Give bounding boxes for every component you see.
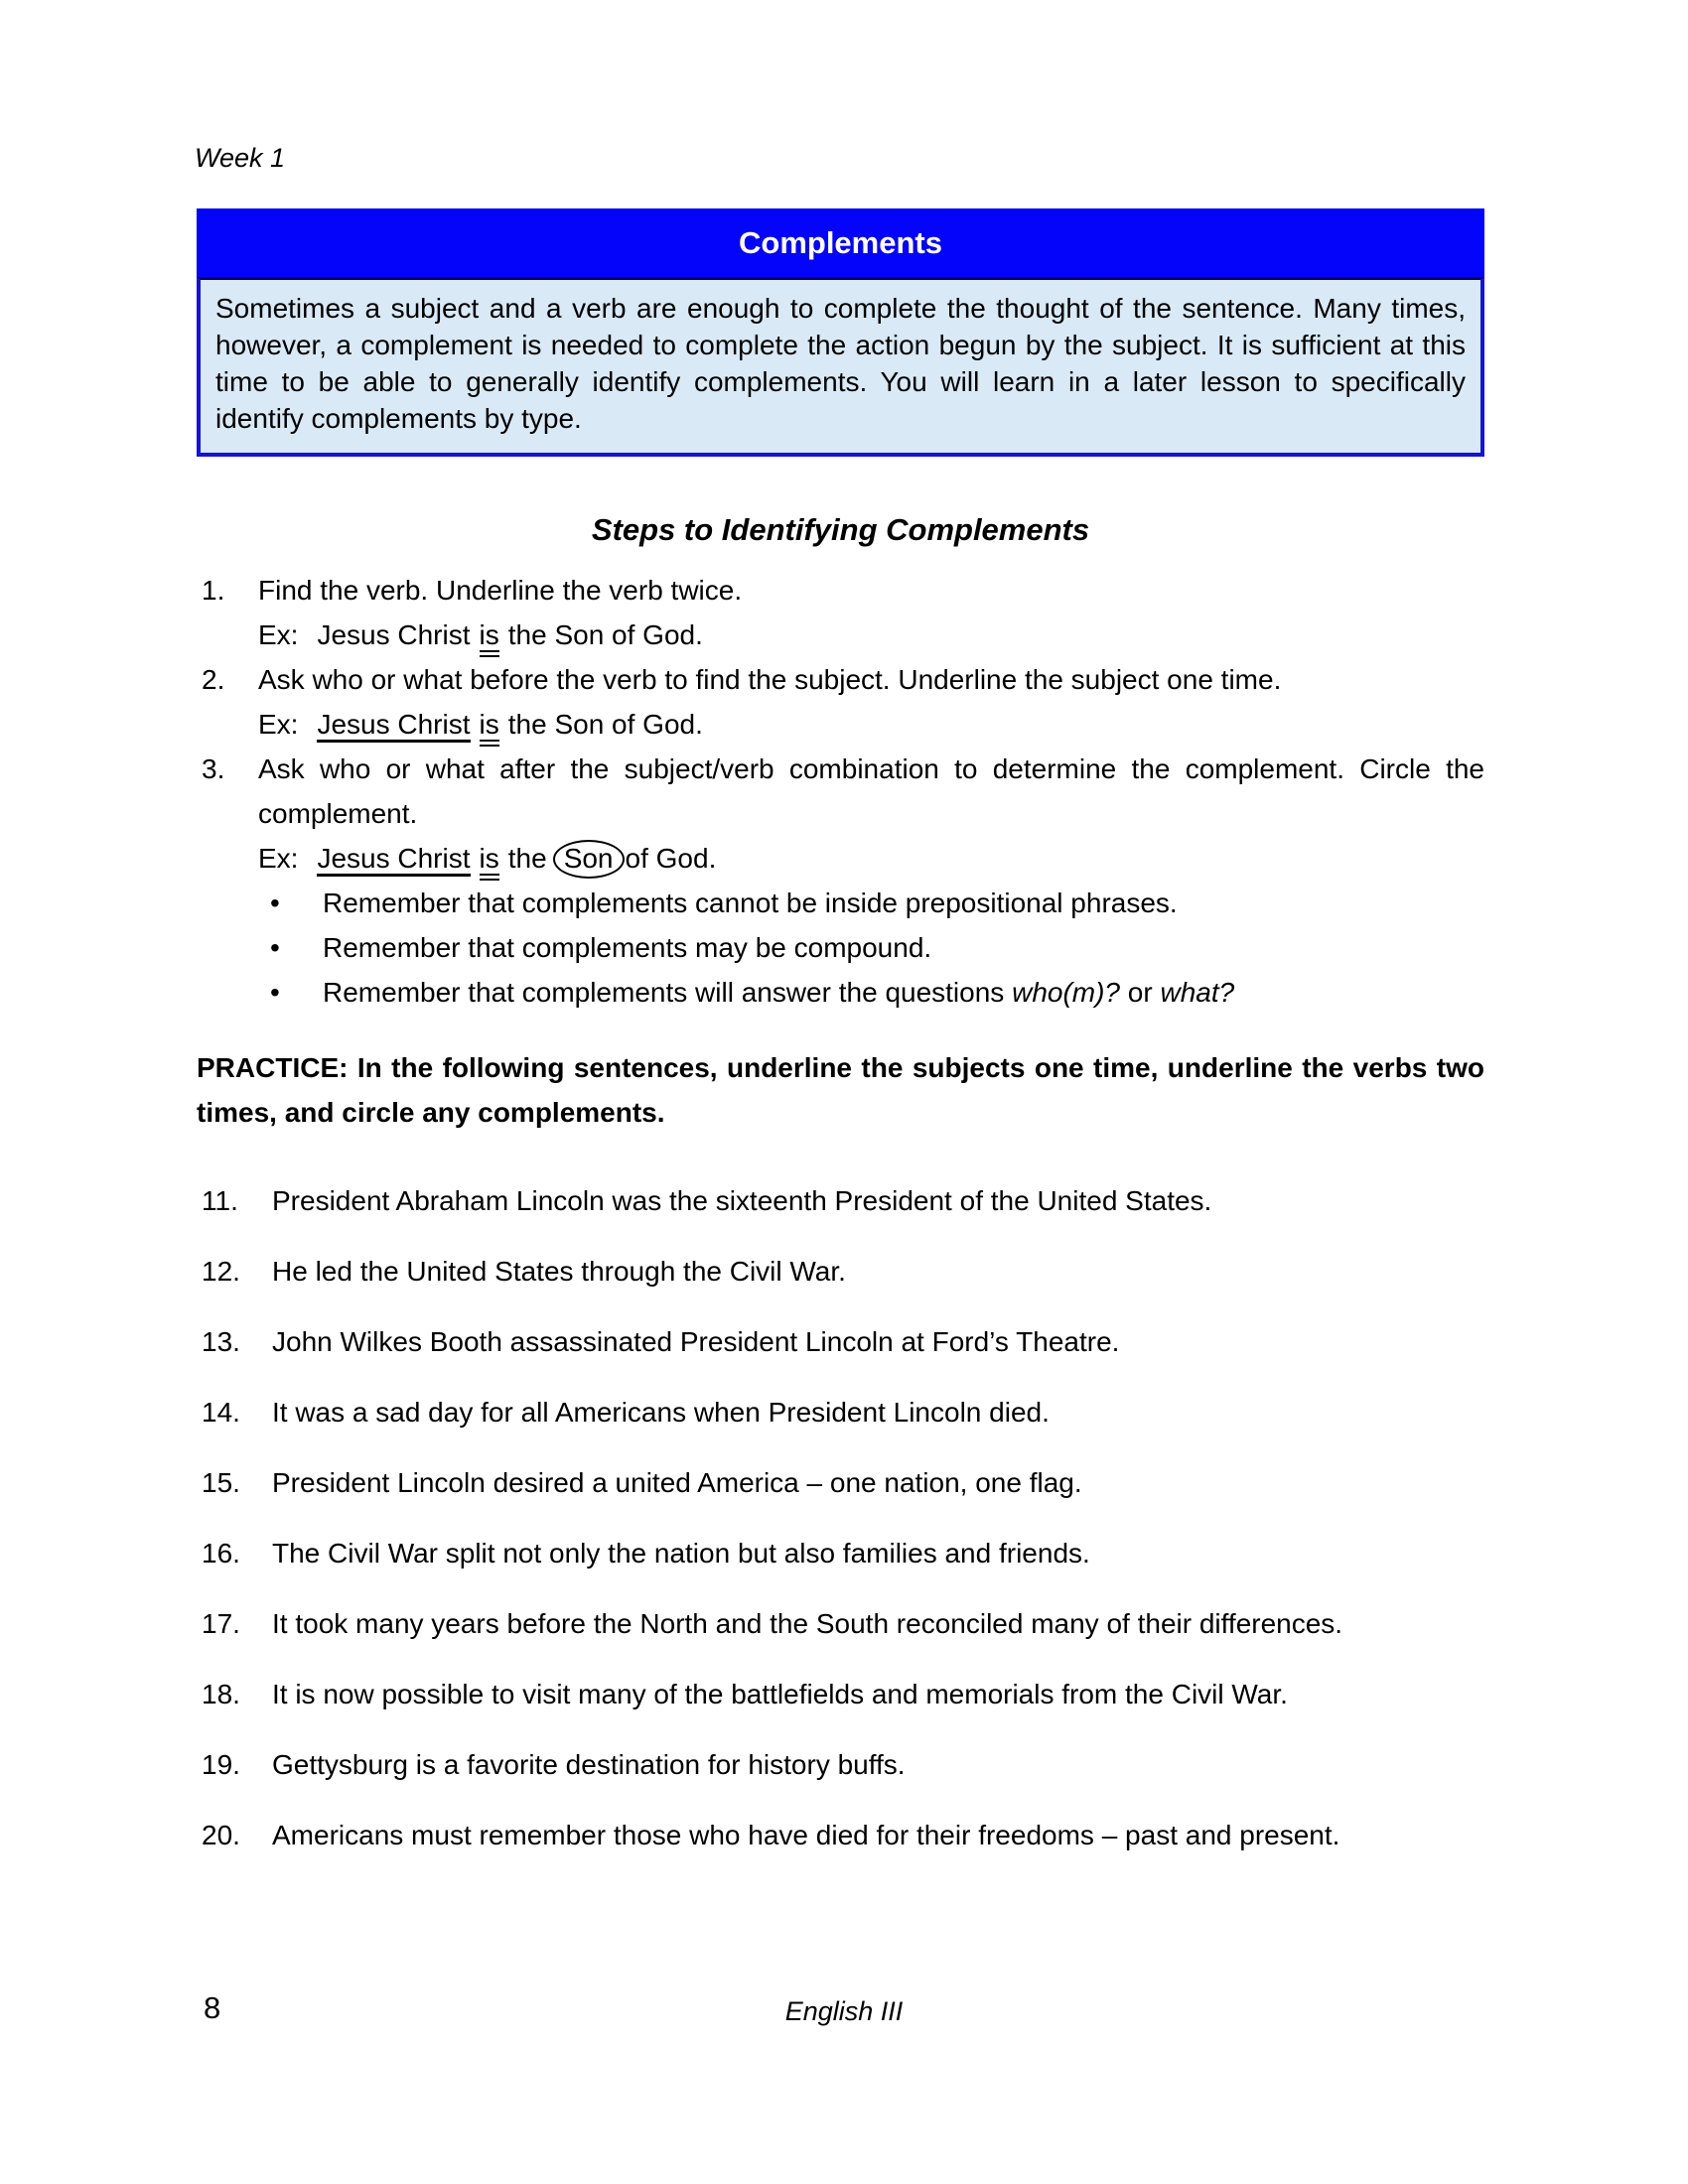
sentence-16 <box>197 1532 1484 1575</box>
sentence-17 <box>197 1602 1484 1646</box>
bullet-text-segment: or <box>1120 977 1161 1008</box>
practice-sentences <box>197 1179 1484 1857</box>
sentence-text: Gettysburg is a favorite destination for history buffs. <box>272 1749 906 1780</box>
info-box-title: Complements <box>197 208 1484 277</box>
bullet-text <box>323 970 1484 1015</box>
footer-course-title: English III <box>784 1996 904 2026</box>
sentence-14 <box>197 1391 1484 1434</box>
example-segment: the Son of God. <box>507 619 703 650</box>
page-content <box>197 208 1484 1884</box>
step-3-example <box>258 836 1484 881</box>
sentence-number: 15. <box>202 1467 240 1498</box>
sentence-12 <box>197 1250 1484 1294</box>
bullet-icon: • <box>270 977 280 1008</box>
bullet-text-italic-segment: what? <box>1160 977 1235 1008</box>
step-number: 3. <box>202 753 225 784</box>
sentence-text: John Wilkes Booth assassinated President Lincoln at Ford’s Theatre. <box>272 1326 1120 1357</box>
example-segment-circled: Son <box>553 840 625 879</box>
sentence-text: President Abraham Lincoln was the sixteenth President of the United States. <box>272 1185 1212 1216</box>
step-3 <box>197 747 1484 836</box>
step-text: Ask who or what after the subject/verb combination to determine the complement. Circle the complement. <box>258 753 1484 829</box>
example-label: Ex: <box>258 843 299 874</box>
sentence-number: 14. <box>202 1397 240 1428</box>
step-2-example <box>258 702 1484 747</box>
step-number: 1. <box>202 575 225 606</box>
sentence-text: He led the United States through the Civil War. <box>272 1256 846 1287</box>
example-label: Ex: <box>258 619 299 650</box>
example-segment-double-underlined: is <box>480 619 499 657</box>
sentence-text: It was a sad day for all Americans when President Lincoln died. <box>272 1397 1050 1428</box>
sentence-19 <box>197 1743 1484 1787</box>
sentence-number: 17. <box>202 1608 240 1639</box>
bullet-icon: • <box>270 887 280 918</box>
sentence-text: It took many years before the North and the South reconciled many of their differences. <box>272 1608 1343 1639</box>
bullet-icon: • <box>270 932 280 963</box>
bullet-text: Remember that complements cannot be inside prepositional phrases. <box>323 887 1178 918</box>
example-segment: Jesus Christ <box>317 619 471 650</box>
example-label: Ex: <box>258 709 299 740</box>
sentence-text: It is now possible to visit many of the battlefields and memorials from the Civil War. <box>272 1679 1288 1709</box>
sentence-11 <box>197 1179 1484 1223</box>
step-1-example <box>258 613 1484 657</box>
sentence-number: 16. <box>202 1538 240 1569</box>
sentence-text: President Lincoln desired a united America – one nation, one flag. <box>272 1467 1082 1498</box>
example-segment-underlined: Jesus Christ <box>317 843 470 877</box>
step-number: 2. <box>202 664 225 695</box>
sentence-text: The Civil War split not only the nation but also families and friends. <box>272 1538 1090 1569</box>
example-segment: the Son of God. <box>507 709 703 740</box>
sentence-number: 20. <box>202 1820 240 1850</box>
example-segment-double-underlined: is <box>480 843 499 881</box>
sentence-18 <box>197 1673 1484 1716</box>
practice-instructions: PRACTICE: In the following sentences, underline the subjects one time, underline the verbs two times, and circle any complements. <box>197 1052 1484 1128</box>
example-segment-underlined: Jesus Christ <box>317 709 470 743</box>
sentence-number: 18. <box>202 1679 240 1709</box>
sentence-number: 11. <box>202 1185 238 1216</box>
step-text: Ask who or what before the verb to find the subject. Underline the subject one time. <box>258 664 1282 695</box>
bullet-text: Remember that complements may be compound. <box>323 932 932 963</box>
reminder-bullet-2 <box>270 925 1484 970</box>
step-1 <box>197 568 1484 613</box>
example-segment: the <box>507 843 547 874</box>
step-text: Find the verb. Underline the verb twice. <box>258 575 743 606</box>
bullet-text-italic-segment: who(m)? <box>1012 977 1121 1008</box>
reminder-bullet-1 <box>270 881 1484 925</box>
sentence-20 <box>197 1814 1484 1857</box>
sentence-15 <box>197 1461 1484 1505</box>
bullet-text-segment: Remember that complements will answer the questions <box>323 977 1013 1008</box>
sentence-number: 12. <box>202 1256 240 1287</box>
reminder-bullet-3 <box>270 970 1484 1015</box>
complements-info-box <box>197 208 1484 457</box>
example-segment-double-underlined: is <box>480 709 499 747</box>
week-label: Week 1 <box>195 143 286 173</box>
sentence-13 <box>197 1320 1484 1364</box>
example-segment: of God. <box>625 843 717 874</box>
step-2 <box>197 657 1484 702</box>
sentence-number: 13. <box>202 1326 240 1357</box>
steps-heading: Steps to Identifying Complements <box>591 512 1090 547</box>
info-box-body: Sometimes a subject and a verb are enough to complete the thought of the sentence. Many times, however, a complement is needed to complete the action begun by the subject. It is sufficient at this time to be able to generally identify complements. You will learn in a later lesson to specifically identify complements by type. <box>197 277 1484 457</box>
page-number: 8 <box>204 1990 221 2025</box>
sentence-text: Americans must remember those who have died for their freedoms – past and present. <box>272 1820 1340 1850</box>
sentence-number: 19. <box>202 1749 240 1780</box>
